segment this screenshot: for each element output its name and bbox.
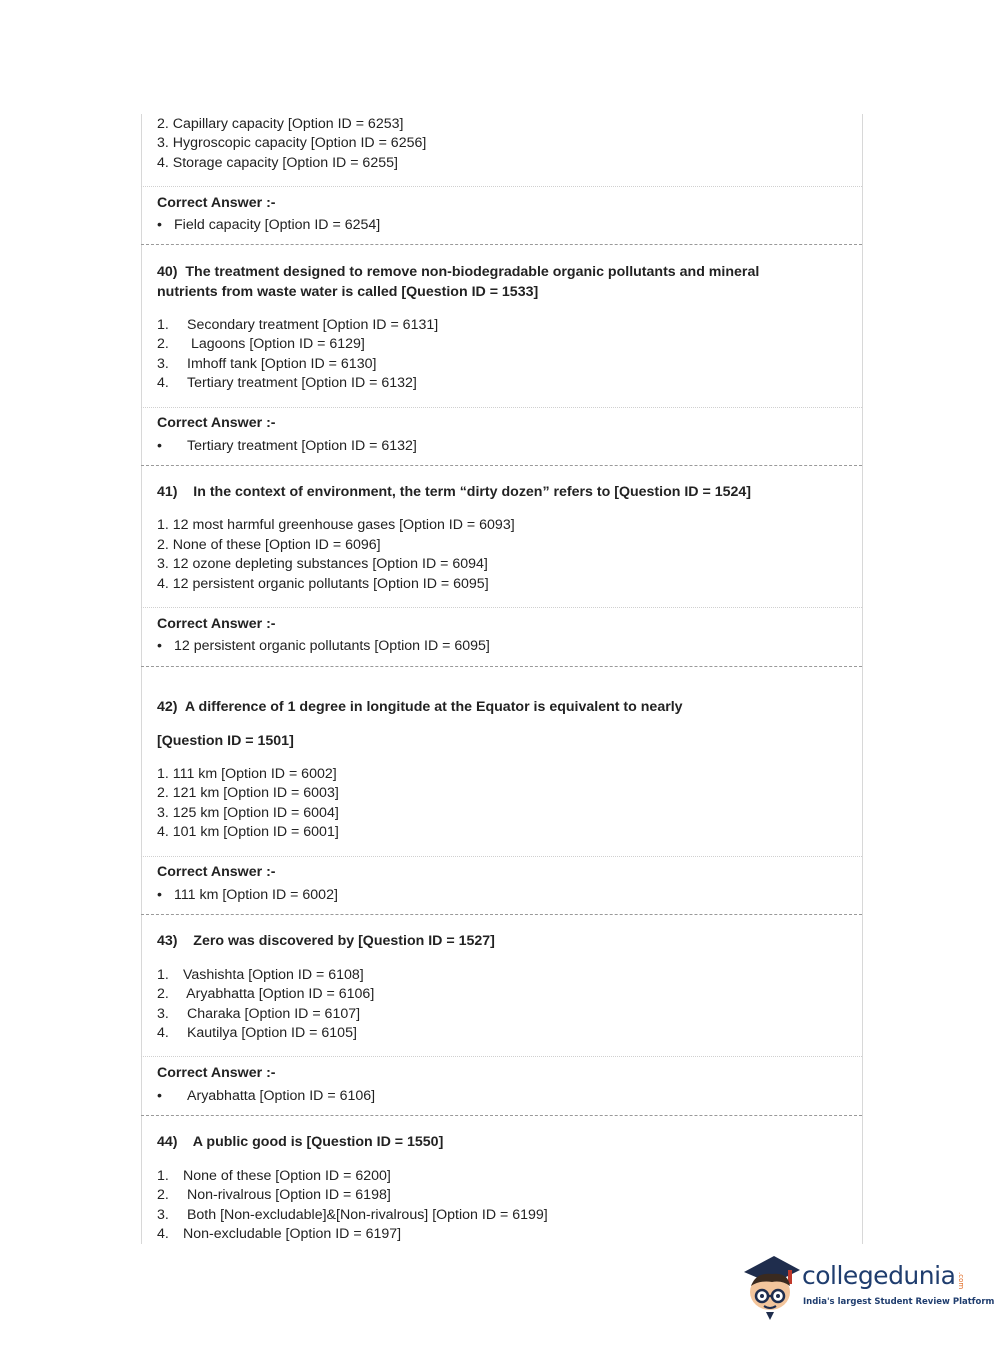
correct-answer: • 12 persistent organic pollutants [Option ID = 6095] <box>157 638 490 654</box>
option-line: 1. None of these [Option ID = 6200] <box>157 1168 391 1184</box>
option-line: 4. 12 persistent organic pollutants [Option ID = 6095] <box>157 576 489 592</box>
question-text: 40) The treatment designed to remove non-biodegradable organic pollutants and mineral <box>157 264 760 280</box>
question-text: nutrients from waste water is called [Question ID = 1533] <box>157 284 539 300</box>
question-text: 41) In the context of environment, the term “dirty dozen” refers to [Question ID = 1524] <box>157 484 752 500</box>
option-line: 2. Lagoons [Option ID = 6129] <box>157 336 365 352</box>
divider <box>141 186 862 187</box>
option-line: 2. 121 km [Option ID = 6003] <box>157 785 339 801</box>
option-line: 1. Vashishta [Option ID = 6108] <box>157 967 364 983</box>
question-divider <box>141 1115 862 1116</box>
option-line: 4. Storage capacity [Option ID = 6255] <box>157 155 398 171</box>
option-line: 3. Charaka [Option ID = 6107] <box>157 1006 361 1022</box>
option-line: 4. Non-excludable [Option ID = 6197] <box>157 1226 402 1242</box>
correct-answer-label: Correct Answer :- <box>157 616 276 632</box>
correct-answer: • Tertiary treatment [Option ID = 6132] <box>157 438 417 454</box>
question-divider <box>141 666 862 667</box>
option-line: 2. Non-rivalrous [Option ID = 6198] <box>157 1187 391 1203</box>
correct-answer: • Aryabhatta [Option ID = 6106] <box>157 1088 376 1104</box>
option-line: 3. Imhoff tank [Option ID = 6130] <box>157 356 377 372</box>
correct-answer-label: Correct Answer :- <box>157 415 276 431</box>
question-text: 42) A difference of 1 degree in longitude at the Equator is equivalent to nearly <box>157 699 683 715</box>
correct-answer-label: Correct Answer :- <box>157 195 276 211</box>
option-line: 3. Both [Non-excludable]&[Non-rivalrous] [Option ID = 6199] <box>157 1207 548 1223</box>
option-line: 3. Hygroscopic capacity [Option ID = 6256] <box>157 135 427 151</box>
option-line: 1. 111 km [Option ID = 6002] <box>157 766 337 782</box>
option-line: 4. Kautilya [Option ID = 6105] <box>157 1025 357 1041</box>
correct-answer: • 111 km [Option ID = 6002] <box>157 887 338 903</box>
brand-name: collegedunia <box>802 1261 956 1290</box>
divider <box>141 407 862 408</box>
divider <box>141 607 862 608</box>
brand-suffix: .com <box>957 1272 965 1290</box>
question-divider <box>141 244 862 245</box>
option-line: 4. Tertiary treatment [Option ID = 6132] <box>157 375 417 391</box>
question-divider <box>141 465 862 466</box>
correct-answer-label: Correct Answer :- <box>157 864 276 880</box>
option-line: 2. None of these [Option ID = 6096] <box>157 537 381 553</box>
brand-tagline: India's largest Student Review Platform <box>803 1297 995 1307</box>
question-divider <box>141 914 862 915</box>
divider <box>141 1056 862 1057</box>
option-line: 3. 125 km [Option ID = 6004] <box>157 805 339 821</box>
option-line: 2. Aryabhatta [Option ID = 6106] <box>157 986 375 1002</box>
option-line: 3. 12 ozone depleting substances [Option ID = 6094] <box>157 556 488 572</box>
correct-answer-label: Correct Answer :- <box>157 1065 276 1081</box>
divider <box>141 856 862 857</box>
option-line: 4. 101 km [Option ID = 6001] <box>157 824 339 840</box>
question-text: 44) A public good is [Question ID = 1550] <box>157 1134 444 1150</box>
option-line: 2. Capillary capacity [Option ID = 6253] <box>157 116 404 132</box>
correct-answer: • Field capacity [Option ID = 6254] <box>157 217 381 233</box>
option-line: 1. Secondary treatment [Option ID = 6131] <box>157 317 439 333</box>
question-text: 43) Zero was discovered by [Question ID = 1527] <box>157 933 495 949</box>
question-text: [Question ID = 1501] <box>157 733 294 749</box>
option-line: 1. 12 most harmful greenhouse gases [Option ID = 6093] <box>157 517 515 533</box>
